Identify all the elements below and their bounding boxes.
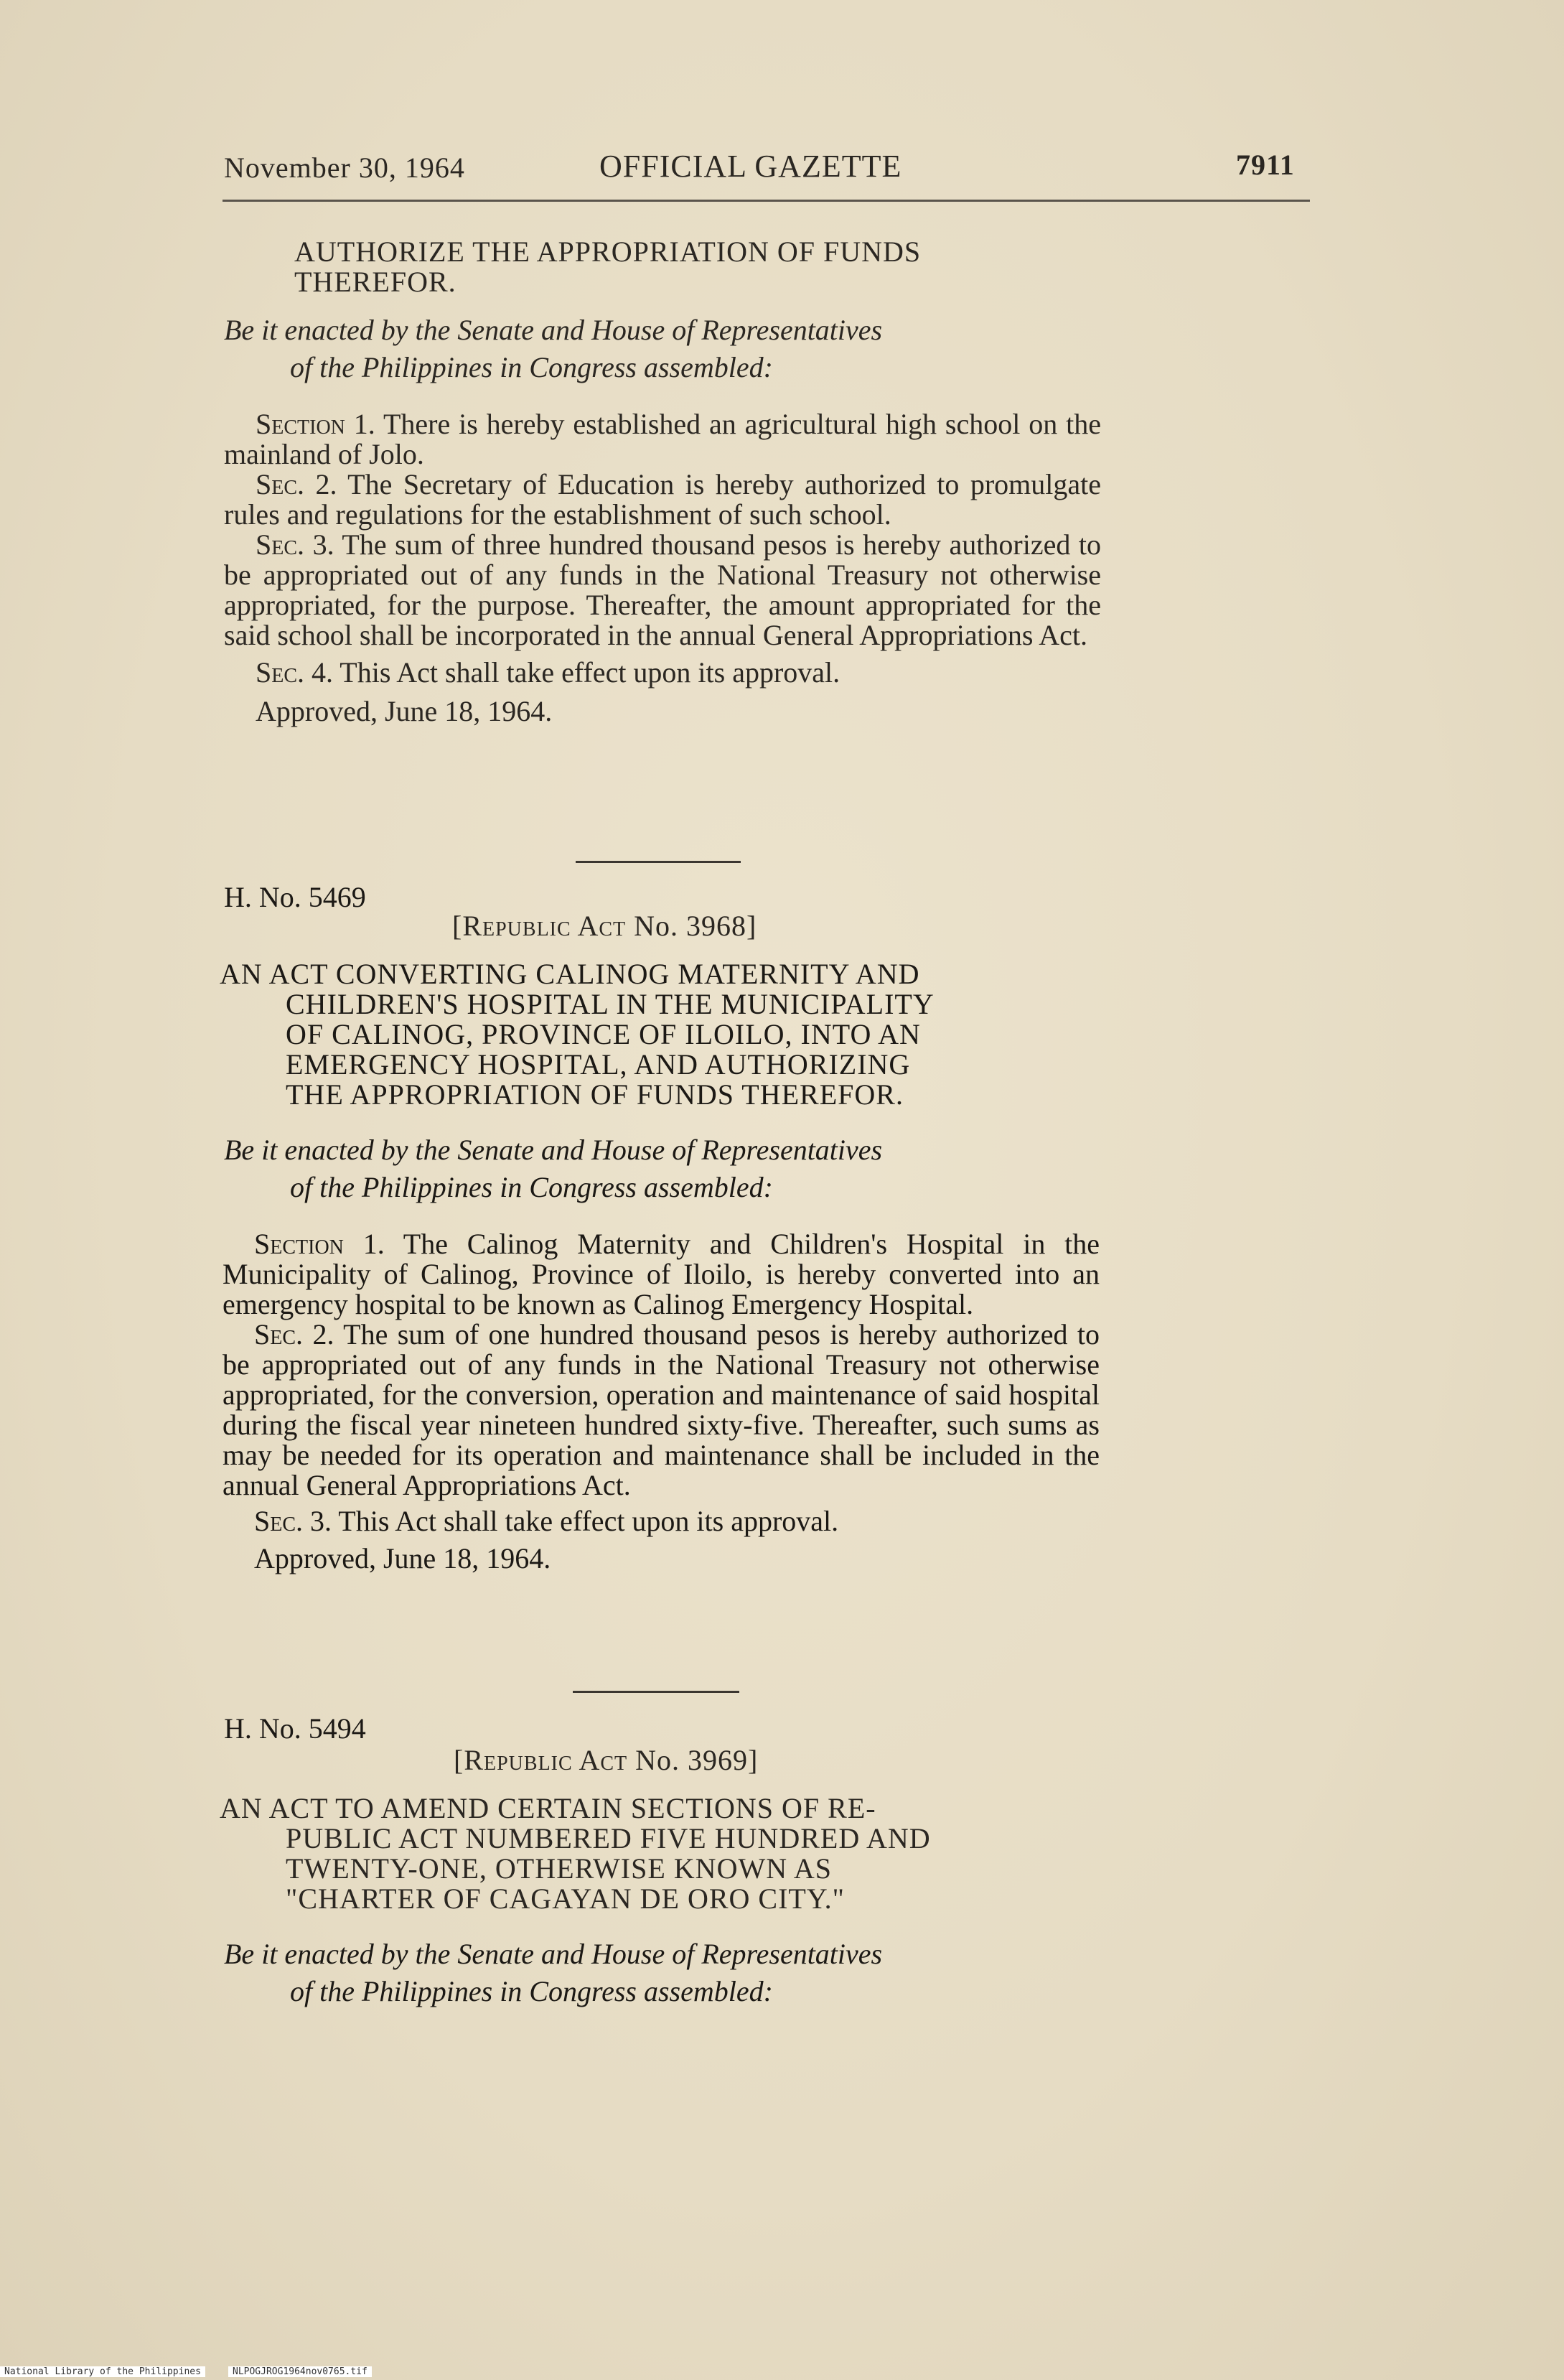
act1-enacting-clause: Be it enacted by the Senate and House of Representatives of the Philippines in Congress assembled: (224, 314, 883, 383)
act1-body (224, 409, 1101, 727)
act2-approved: Approved, June 18, 1964. (254, 1542, 551, 1574)
header-date: November 30, 1964 (224, 151, 465, 184)
act3-title: AN ACT TO AMEND CERTAIN SECTIONS OF RE- PUBLIC ACT NUMBERED FIVE HUNDRED AND TWENTY-ONE, OTHERWISE KNOWN AS "CHARTER OF CAGAYAN DE ORO CITY." (220, 1792, 931, 1915)
act1-approved: Approved, June 18, 1964. (256, 695, 553, 727)
act1-section-4: Sec. 4. This Act shall take effect upon its approval. (256, 656, 840, 689)
act1-section-3: Sec. 3. The sum of three hundred thousand pesos is hereby authorized to be appropriated out of any funds in the National Treasury not otherwise appropriated, for the purpose. Thereafter, the amount appropriated for the said school shall be incorporated in the annual General Appropriations Act. (224, 528, 1101, 651)
act2-house-number: H. No. 5469 (224, 881, 366, 913)
act1-section-1: Section 1. There is hereby established an agricultural high school on the mainland of Jolo. (224, 408, 1101, 470)
header-page-number: 7911 (1236, 149, 1295, 181)
act2-republic-act: [Republic Act No. 3968] (452, 910, 757, 942)
header-rule (223, 200, 1310, 202)
header-title: OFFICIAL GAZETTE (599, 149, 902, 184)
act3-republic-act: [Republic Act No. 3969] (454, 1744, 759, 1776)
act3-enacting-clause: Be it enacted by the Senate and House of Representatives of the Philippines in Congress assembled: (224, 1938, 883, 2007)
act2-section-1: Section 1. The Calinog Maternity and Children's Hospital in the Municipality of Calinog, Province of Iloilo, is hereby converted into an emergency hospital to be known as Calinog Emergency Hospital. (223, 1228, 1100, 1320)
act2-title: AN ACT CONVERTING CALINOG MATERNITY AND CHILDREN'S HOSPITAL IN THE MUNICIPALITY OF CALINOG, PROVINCE OF ILOILO, INTO AN EMERGENCY HOSPITAL, AND AUTHORIZING THE APPROPRIATION OF FUNDS THEREFOR. (220, 958, 935, 1111)
act1-title: AUTHORIZE THE APPROPRIATION OF FUNDS THEREFOR. (294, 235, 922, 298)
act2-section-3: Sec. 3. This Act shall take effect upon its approval. (254, 1505, 839, 1537)
act2-body (223, 1229, 1100, 1574)
separator-1 (576, 861, 741, 863)
act3-house-number: H. No. 5494 (224, 1712, 366, 1745)
act2-section-2: Sec. 2. The sum of one hundred thousand pesos is hereby authorized to be appropriated out of any funds in the National Treasury not otherwise appropriated, for the conversion, operation and maintenance of said hospital during the fiscal year nineteen hundred sixty-five. Thereafter, such sums as may be needed for its operation and maintenance shall be included in the annual General Appropriations Act. (223, 1318, 1100, 1501)
separator-2 (573, 1691, 739, 1693)
act1-section-2: Sec. 2. The Secretary of Education is hereby authorized to promulgate rules and regulations for the establishment of such school. (224, 468, 1101, 531)
act2-enacting-clause: Be it enacted by the Senate and House of Representatives of the Philippines in Congress assembled: (224, 1134, 883, 1203)
scan-footer-library: National Library of the Philippines (0, 2366, 205, 2377)
scan-footer-file: NLPOGJROG1964nov0765.tif (228, 2366, 372, 2377)
